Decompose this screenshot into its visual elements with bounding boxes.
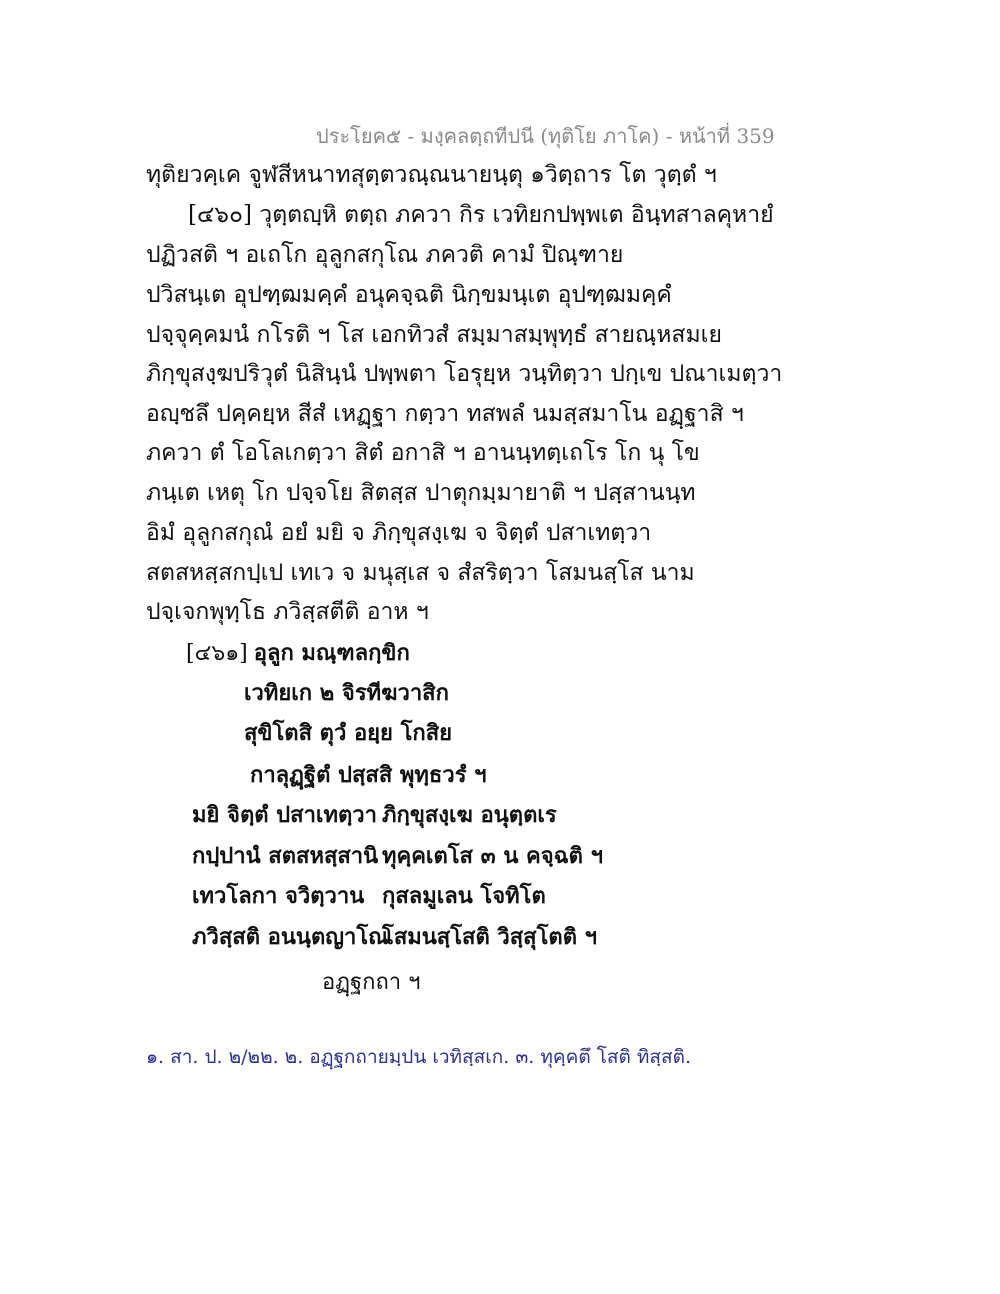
running-header: ประโยค๕ - มงฺคลตฺถทีปนี (ทุติโย ภาโค) - หน้าที่ 359 [316,124,775,148]
verse-pair-1 [192,800,612,830]
prose-line-7: อญฺชลึ ปคฺคยฺห สีสํ เหฏฺฐา กตฺวา ทสพลํ นมสฺสมาโน อฏฺฐาสิ ฯ [146,401,744,427]
verse-line-4: กาลุฏฺฐิตํ ปสฺสสิ พุทฺธวรํ ฯ [250,762,487,788]
verse-pair-right: โสมนสฺโสติ วิสฺสุโตติ ฯ [382,924,598,950]
verse-pair-left: เทวโลกา จวิตฺวาน [192,883,365,909]
footnote: ๑. สา. ป. ๒/๒๒. ๒. อฏฺฐกถายมฺปน เวทิสฺสเก. ๓. ทุคฺคตึ โสติ ทิสฺสติ. [146,1046,691,1068]
prose-line-10: อิมํ อุลูกสกุณํ อยํ มยิ จ ภิกฺขุสงฺเฆ จ จิตฺตํ ปสาเทตฺวา [146,520,652,546]
prose-line-11: สตสหสฺสกปฺเป เทเว จ มนุสฺเส จ สํสริตฺวา โสมนสฺโส นาม [146,560,695,586]
prose-line-2: [๔๖๐] วุตฺตญฺหิ ตตฺถ ภควา กิร เวทิยกปพฺพเต อินฺทสาลคุหายํ [188,202,774,228]
verse-line-1 [186,638,410,669]
verse-number: [๔๖๑] [186,641,248,666]
verse-pair-left: มยิ จิตฺตํ ปสาเทตฺวา [192,802,377,828]
prose-line-3: ปฏิวสติ ฯ อเถโก อุลูกสกุโณ ภควติ คามํ ปิณฺฑาย [146,242,624,268]
verse-pair-3 [192,881,612,911]
verse-text-1: อุลูก มณฺฑลกฺขิก [253,640,410,666]
verse-line-3: สุขิโตสิ ตุวํ อยฺย โกสิย [244,720,453,746]
verse-pair-4 [192,922,612,952]
prose-line-9: ภนฺเต เหตุ โก ปจฺจโย สิตสฺส ปาตุกมฺมายาติ ฯ ปสฺสานนฺท [146,480,696,506]
verse-pair-right: ทุคฺคเตโส ๓ น คจฺฉติ ฯ [382,843,603,869]
prose-line-5: ปจฺจุคฺคมนํ กโรติ ฯ โส เอกทิวสํ สมฺมาสมฺพุทฺธํ สายณฺหสมเย [146,322,722,348]
verse-pair-left: ภวิสฺสติ อนนฺตญาโณ [192,924,389,950]
verse-pair-right: ภิกฺขุสงฺเฆ อนุตฺตเร [382,802,557,828]
verse-pair-right: กุสลมูเลน โจทิโต [382,883,546,909]
prose-line-6: ภิกฺขุสงฺฆปริวุตํ นิสินฺนํ ปพฺพตา โอรุยฺห วนฺทิตฺวา ปกฺเข ปณาเมตฺวา [146,361,783,387]
prose-line-8: ภควา ตํ โอโลเกตฺวา สิตํ อกาสิ ฯ อานนฺทตฺเถโร โก นุ โข [146,440,700,466]
verse-pair-2 [192,841,612,871]
prose-line-4: ปวิสนฺเต อุปฑฺฒมคฺคํ อนุคจฺฉติ นิกฺขมนฺเต อุปฑฺฒมคฺคํ [146,282,672,308]
prose-line-12: ปจฺเจกพุทฺโธ ภวิสฺสตีติ อาห ฯ [146,599,429,625]
prose-line-1: ทุติยวคฺเค จูฬสีหนาทสุตฺตวณฺณนายนฺตุ ๑วิตฺถาร โต วุตฺตํ ฯ [146,162,717,188]
closing-line: อฏฺฐกถา ฯ [322,970,421,995]
verse-pair-left: กปฺปานํ สตสหสฺสานิ [192,843,379,869]
verse-line-2: เวทิยเก ๒ จิรทีฆวาสิก [244,680,449,706]
